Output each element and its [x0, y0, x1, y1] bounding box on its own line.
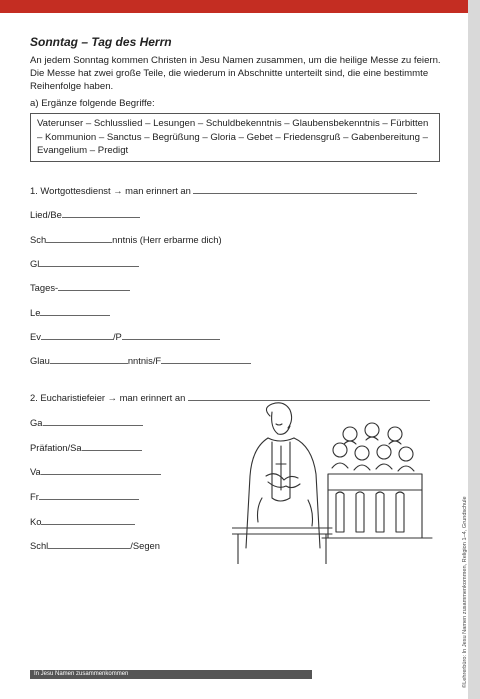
section1-row-3: [30, 257, 139, 269]
row-label: Fr: [30, 491, 39, 502]
answer-blank[interactable]: [122, 330, 220, 340]
section1-row-6: [30, 330, 220, 342]
intro-paragraph: An jedem Sonntag kommen Christen in Jesu Namen zusammen, um die heilige Messe zu feiern. Die Messe hat zwei große Teile, die wiederum in Abschnitte unterteilt sind, die eine bestimmte Reihenfolge haben.: [30, 55, 441, 92]
answer-blank[interactable]: [82, 441, 142, 451]
answer-blank[interactable]: [58, 281, 130, 291]
answer-blank[interactable]: [41, 465, 161, 475]
row-suffix: /P: [112, 331, 122, 342]
answer-blank[interactable]: [161, 354, 251, 364]
section2-row-5: [30, 515, 135, 527]
row-label: Va: [30, 466, 41, 477]
section2-row-2: [30, 441, 142, 453]
row-suffix: nntnis/F: [127, 355, 162, 366]
copyright-side-text: ©Lehrerbüro: In Jesu Namen zusammenkommen, Religion 1–4, Grundschule: [462, 496, 468, 688]
answer-blank[interactable]: [46, 233, 112, 243]
row-label: Ko: [30, 516, 42, 527]
answer-blank[interactable]: [39, 490, 139, 500]
answer-blank[interactable]: [193, 184, 417, 194]
page-title: Sonntag – Tag des Herrn: [30, 35, 172, 49]
answer-blank[interactable]: [41, 515, 135, 525]
section2-row-1: [30, 416, 143, 428]
section1-row-2: [30, 233, 222, 245]
answer-blank[interactable]: [48, 539, 130, 549]
task-instruction: a) Ergänze folgende Begriffe:: [30, 98, 155, 109]
row-suffix: nntnis (Herr erbarme dich): [112, 234, 222, 245]
section2-row-4: [30, 490, 139, 502]
answer-blank[interactable]: [43, 416, 143, 426]
row-label: Ga: [30, 417, 43, 428]
row-label: Glau: [30, 355, 50, 366]
section1-row-5: [30, 306, 110, 318]
row-label: Schl: [30, 540, 49, 551]
answer-blank[interactable]: [50, 354, 128, 364]
row-label: Präfation/Sa: [30, 442, 82, 453]
row-label: Le: [30, 307, 41, 318]
answer-blank[interactable]: [41, 330, 113, 340]
answer-blank[interactable]: [40, 306, 110, 316]
row-label: Ev: [30, 331, 41, 342]
section2-heading-text: 2. Eucharistiefeier → man erinnert an: [30, 392, 186, 403]
answer-blank[interactable]: [39, 257, 139, 267]
section1-heading-text: 1. Wortgottesdienst → man erinnert an: [30, 185, 191, 196]
answer-blank[interactable]: [62, 208, 140, 218]
section1-row-1: [30, 208, 140, 220]
row-label: Gl: [30, 258, 40, 269]
section1-heading: [30, 184, 417, 196]
section2-row-3: [30, 465, 161, 477]
priest-illustration: [232, 398, 438, 564]
section1-row-4: [30, 281, 130, 293]
footer-bar: In Jesu Namen zusammenkommen: [30, 670, 312, 679]
section2-row-6: [30, 539, 160, 551]
row-suffix: /Segen: [130, 540, 160, 551]
section1-row-7: [30, 354, 251, 366]
top-color-bar: [0, 0, 468, 13]
row-label: Lied/Be: [30, 209, 62, 220]
word-bank: Vaterunser – Schlusslied – Lesungen – Schuldbekenntnis – Glaubensbekenntnis – Fürbitten – Kommunion – Sanctus – Begrüßung – Gloria – Gebet – Friedensgruß – Gabenbereitung – Evangelium – Predigt: [30, 113, 440, 162]
row-label: Tages-: [30, 282, 59, 293]
row-label: Sch: [30, 234, 47, 245]
